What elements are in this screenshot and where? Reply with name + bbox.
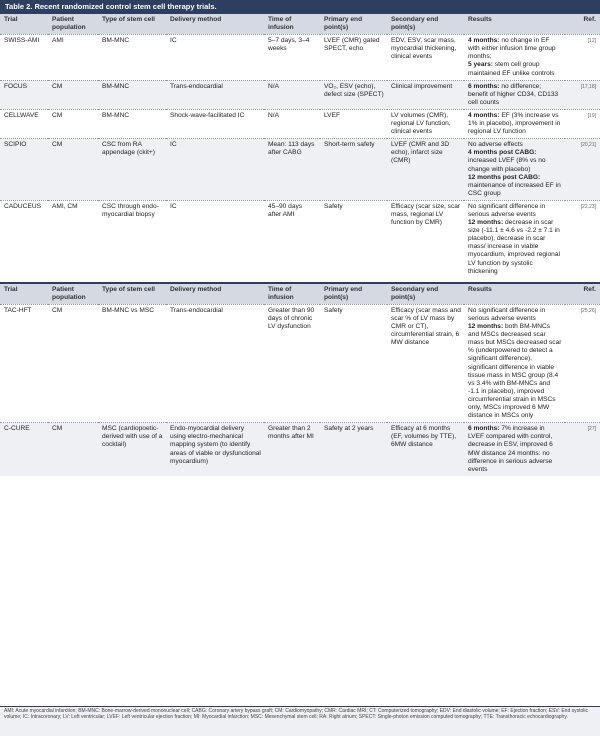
cell-population: CM bbox=[48, 423, 98, 476]
result-label: 4 months: bbox=[468, 111, 500, 119]
table-row bbox=[0, 139, 600, 201]
result-label: 12 months post CABG: bbox=[468, 173, 541, 181]
cell-trial: TAC-HFT bbox=[0, 304, 48, 422]
cell-primary: VO₂, ESV (echo), defect size (SPECT) bbox=[320, 80, 387, 109]
col-header-primary: Primary end point(s) bbox=[320, 283, 387, 304]
cell-cell: BM-MNC bbox=[98, 109, 166, 138]
result-label: 12 months: bbox=[468, 323, 504, 331]
table-row bbox=[0, 423, 600, 476]
cell-cell: CSC from RA appendage (ckit+) bbox=[98, 139, 166, 201]
result-text: No adverse effects bbox=[468, 141, 523, 149]
result-label: 12 months: bbox=[468, 219, 504, 227]
col-header-ref: Ref. bbox=[565, 14, 600, 35]
result-text: stem cell group maintained EF unlike controls bbox=[468, 61, 555, 77]
result-line bbox=[468, 174, 562, 198]
col-header-primary: Primary end point(s) bbox=[320, 14, 387, 35]
col-header-time: Time of infusion bbox=[264, 14, 320, 35]
col-header-delivery: Delivery method bbox=[166, 14, 264, 35]
cell-population: AMI bbox=[48, 35, 98, 80]
table-body-part1 bbox=[0, 35, 600, 278]
cell-time: 45–90 days after AMI bbox=[264, 200, 320, 277]
cell-primary: Safety bbox=[320, 200, 387, 277]
cell-time: Greater than 2 months after MI bbox=[264, 423, 320, 476]
result-text: EF (3% increase vs 1% in placebo), improvement in regional LV function bbox=[468, 111, 561, 136]
cell-secondary: Clinical improvement bbox=[387, 80, 464, 109]
cell-secondary: EDV, ESV, scar mass, myocardial thickening, clinical events bbox=[387, 35, 464, 80]
cell-delivery: IC bbox=[166, 139, 264, 201]
col-header-cell-type: Type of stem cell bbox=[98, 283, 166, 304]
header-row bbox=[0, 14, 600, 35]
col-header-results: Results bbox=[464, 14, 565, 35]
cell-cell: BM-MNC bbox=[98, 80, 166, 109]
cell-results bbox=[464, 109, 565, 138]
cell-ref: [20,21] bbox=[565, 139, 600, 201]
col-header-results: Results bbox=[464, 283, 565, 304]
header-row-continued bbox=[0, 283, 600, 304]
col-header-secondary: Secondary end point(s) bbox=[387, 14, 464, 35]
cell-time: Greater than 90 days of chronic LV dysfunction bbox=[264, 304, 320, 422]
cell-ref: [27] bbox=[565, 423, 600, 476]
cell-secondary: Efficacy (scar size, scar mass, regional LV function by CMR) bbox=[387, 200, 464, 277]
cell-secondary: Efficacy at 6 months (EF, volumes by TTE), 6MW distance bbox=[387, 423, 464, 476]
col-header-population: Patient population bbox=[48, 14, 98, 35]
result-text: increased LVEF (8% vs no change with placebo) bbox=[468, 157, 546, 173]
col-header-population: Patient population bbox=[48, 283, 98, 304]
cell-ref: [17,18] bbox=[565, 80, 600, 109]
result-label: 4 months post CABG: bbox=[468, 149, 537, 157]
result-line bbox=[468, 112, 562, 136]
col-header-cell-type: Type of stem cell bbox=[98, 14, 166, 35]
cell-primary: Short-term safety bbox=[320, 139, 387, 201]
table-footnote: AMI: Acute myocardial infarction; BM-MNC: Bone-marrow-derived mononuclear cell; CABG: Coronary artery bypass graft; CM: Cardiomyopathy; CMR: Cardiac MRI; CT: Computerized tomography; EDV: End diastolic volume; EF: Ejection fraction; ESV: End systolic volume; IC: Intracoronary; LV: Left ventricular; LVEF: Left ventricular ejection fraction; MI: Myocardial infarction; MSC: Mesenchymal stem cell; RA: Right atrium; SPECT: Single-photon emission computed tomography; TTE: Transthoracic echocardiography. bbox=[0, 706, 600, 736]
cell-delivery: Trans-endocardial bbox=[166, 304, 264, 422]
cell-trial: C-CURE bbox=[0, 423, 48, 476]
result-text: no difference; benefit of higher CD34, CD133 cell counts bbox=[468, 82, 559, 106]
col-header-trial: Trial bbox=[0, 14, 48, 35]
cell-trial: CADUCEUS bbox=[0, 200, 48, 277]
result-line bbox=[468, 203, 562, 219]
result-label: 6 months: bbox=[468, 82, 500, 90]
result-line bbox=[468, 307, 562, 323]
result-line bbox=[468, 83, 562, 107]
table-row bbox=[0, 80, 600, 109]
cell-time: N/A bbox=[264, 80, 320, 109]
cell-primary: Safety bbox=[320, 304, 387, 422]
cell-ref: [12] bbox=[565, 35, 600, 80]
result-line bbox=[468, 323, 562, 420]
cell-time: Mean: 113 days after CABG bbox=[264, 139, 320, 201]
col-header-delivery: Delivery method bbox=[166, 283, 264, 304]
result-label: 6 months: bbox=[468, 425, 500, 433]
col-header-secondary: Secondary end point(s) bbox=[387, 283, 464, 304]
cell-secondary: LV volumes (CMR), regional LV function, clinical events bbox=[387, 109, 464, 138]
cell-delivery: IC bbox=[166, 200, 264, 277]
col-header-time: Time of infusion bbox=[264, 283, 320, 304]
result-text: no change in EF with either infusion time group months; bbox=[468, 37, 556, 61]
result-text: No significant difference in serious adverse events bbox=[468, 306, 546, 322]
table-body-part2 bbox=[0, 304, 600, 475]
result-line bbox=[468, 425, 562, 474]
result-line bbox=[468, 141, 562, 149]
cell-secondary: Efficacy (scar mass and scar % of LV mass by CMR or CT), circumferential strain, 6 MW distance bbox=[387, 304, 464, 422]
result-label: 4 months: bbox=[468, 37, 500, 45]
cell-delivery: Endo-myocardial delivery using electro-mechanical mapping system (to identify areas of viable or dysfunctional myocardium) bbox=[166, 423, 264, 476]
result-text: both BM-MNCs and MSCs decreased scar mass but MSCs decreased scar % (underpowered to detect a significant difference), significant difference in viable tissue mass in MSC group (8.4 vs 3.4% with BM-MNCs and -1.1 in placebo), improved circumferential strain in MSCs only, MSCs improved 6 MW distance in MSCs only bbox=[468, 323, 562, 420]
table-row bbox=[0, 109, 600, 138]
result-text: 7% increase in LVEF compared with control, decrease in ESV, improved 6 MW distance 24 months: no difference in serious adverse events bbox=[468, 425, 553, 473]
result-text: decrease in scar size (-11.1 ± 4.6 vs -2.2 ± 7.1 in placebo), decrease in scar mass/ increase in viable myocardium, improved regional LV function by systolic thickening bbox=[468, 219, 560, 275]
cell-cell: BM-MNC bbox=[98, 35, 166, 80]
cell-results bbox=[464, 139, 565, 201]
cell-trial: FOCUS bbox=[0, 80, 48, 109]
cell-trial: CELLWAVE bbox=[0, 109, 48, 138]
cell-population: CM bbox=[48, 139, 98, 201]
result-line bbox=[468, 61, 562, 77]
table-row bbox=[0, 35, 600, 80]
cell-trial: SCIPIO bbox=[0, 139, 48, 201]
trials-table-part1 bbox=[0, 14, 600, 278]
cell-results bbox=[464, 423, 565, 476]
cell-population: CM bbox=[48, 304, 98, 422]
cell-ref: [19] bbox=[565, 109, 600, 138]
cell-primary: LVEF (CMR) gated SPECT, echo bbox=[320, 35, 387, 80]
result-label: 5 years: bbox=[468, 61, 493, 69]
cell-cell: MSC (cardiopoetic-derived with use of a cocktail) bbox=[98, 423, 166, 476]
cell-primary: Safety at 2 years bbox=[320, 423, 387, 476]
result-line bbox=[468, 219, 562, 276]
col-header-ref: Ref. bbox=[565, 283, 600, 304]
table-row bbox=[0, 304, 600, 422]
cell-delivery: Shock-wave-facilitated IC bbox=[166, 109, 264, 138]
result-text: No significant difference in serious adverse events bbox=[468, 202, 546, 218]
cell-ref: [22,23] bbox=[565, 200, 600, 277]
cell-results bbox=[464, 304, 565, 422]
cell-results bbox=[464, 200, 565, 277]
cell-time: 5–7 days, 3–4 weeks bbox=[264, 35, 320, 80]
cell-population: AMI, CM bbox=[48, 200, 98, 277]
cell-secondary: LVEF (CMR and 3D echo), infarct size (CMR) bbox=[387, 139, 464, 201]
trials-table-part2 bbox=[0, 283, 600, 476]
cell-primary: LVEF bbox=[320, 109, 387, 138]
table-title: Table 2. Recent randomized control stem cell therapy trials. bbox=[0, 0, 600, 14]
cell-population: CM bbox=[48, 80, 98, 109]
cell-results bbox=[464, 35, 565, 80]
cell-ref: [25,26] bbox=[565, 304, 600, 422]
cell-delivery: Trans-endocardial bbox=[166, 80, 264, 109]
col-header-trial: Trial bbox=[0, 283, 48, 304]
cell-cell: BM-MNC vs MSC bbox=[98, 304, 166, 422]
result-text: maintenance of increased EF in CSC group bbox=[468, 181, 561, 197]
cell-time: N/A bbox=[264, 109, 320, 138]
table-row bbox=[0, 200, 600, 277]
cell-population: CM bbox=[48, 109, 98, 138]
result-line bbox=[468, 37, 562, 61]
cell-delivery: IC bbox=[166, 35, 264, 80]
cell-trial: SWISS-AMI bbox=[0, 35, 48, 80]
cell-cell: CSC through endo-myocardial biopsy bbox=[98, 200, 166, 277]
result-line bbox=[468, 149, 562, 173]
cell-results bbox=[464, 80, 565, 109]
